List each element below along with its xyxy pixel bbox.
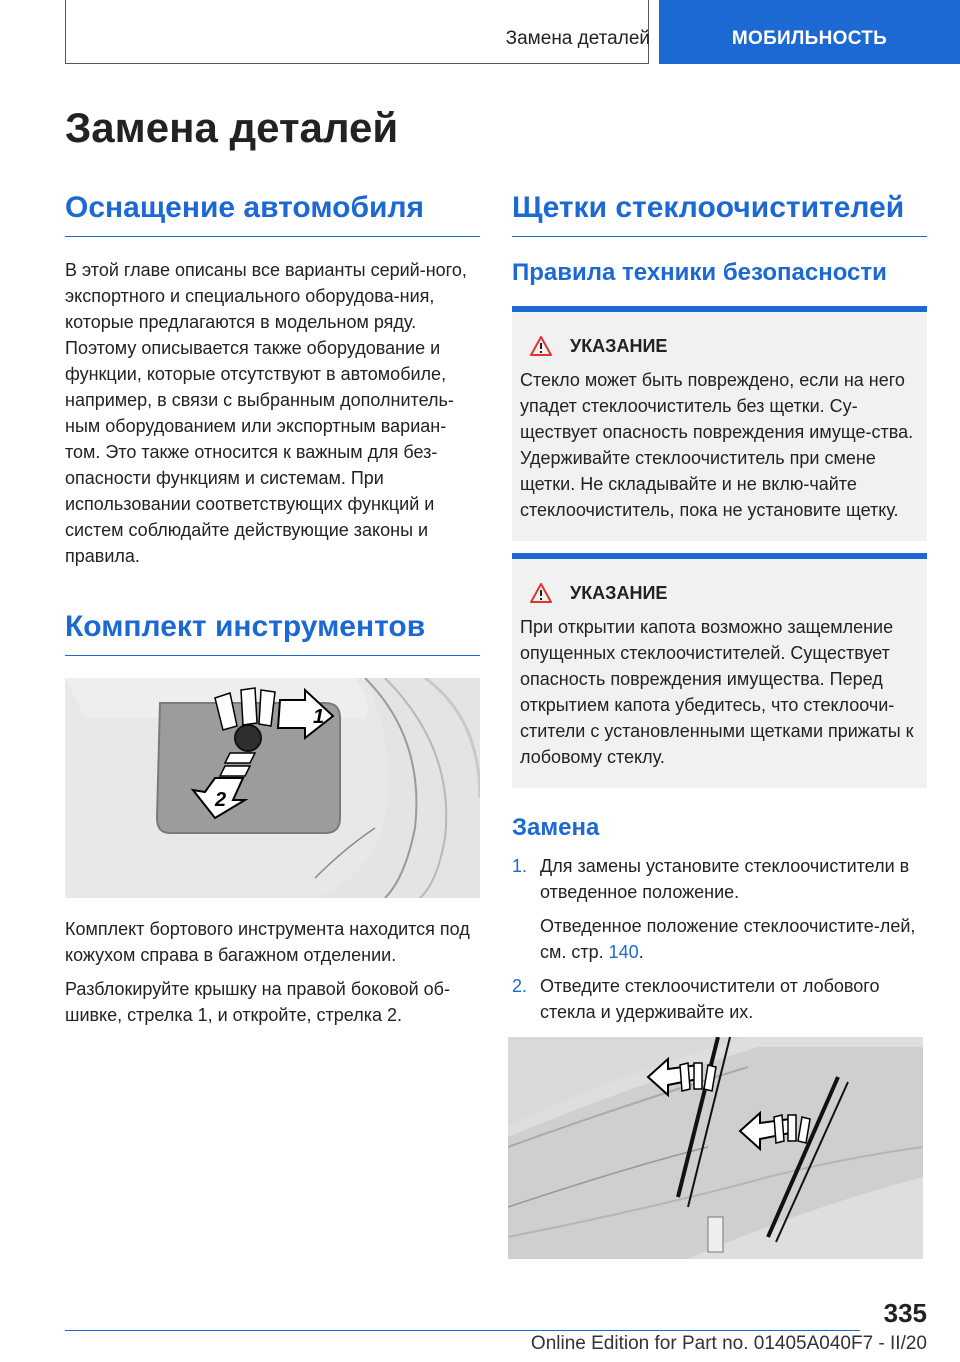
step-subtext-after: . [638, 941, 644, 962]
step-number: 2. [512, 975, 528, 996]
step-subtext-before: Отведенное положение стеклоочистите-лей, см. стр. [540, 915, 916, 962]
header-section-title: Замена деталей [505, 28, 650, 49]
list-item [512, 973, 927, 1025]
left-column [65, 190, 480, 1028]
footer-divider [65, 1330, 860, 1331]
warning-triangle-icon [530, 336, 552, 356]
trunk-panel-drawing [65, 678, 480, 898]
step-text: Отведите стеклоочистители от лобового стекла и удерживайте их. [540, 975, 880, 1022]
trunk-toolkit-illustration [65, 678, 480, 898]
notice-box [512, 306, 927, 541]
replace-steps [512, 853, 927, 1025]
warning-triangle-icon [530, 583, 552, 603]
notice-title: УКАЗАНИЕ [570, 582, 668, 603]
equipment-heading: Оснащение автомобиля [65, 190, 480, 237]
toolkit-unlock-text: Разблокируйте крышку на правой боковой об-шивке, стрелка 1, и откройте, стрелка 2. [65, 979, 450, 1025]
windshield-wiper-illustration [508, 1037, 923, 1259]
wipers-heading: Щетки стеклоочистителей [512, 190, 927, 237]
toolkit-heading: Комплект инструментов [65, 609, 480, 656]
page-number: 335 [883, 1298, 927, 1328]
equipment-text: В этой главе описаны все варианты серий-ного, экспортного и специального оборудова-ния, которые предлагаются в модельном ряду. Поэтому описывается также оборудование и функции, которые отсутствуют в автомобиле, например, в связи с выбранным дополнитель-ным оборудованием или экспортным вариан-том. Это также относится к важным для без-опасности функциям и системам. При использовании соответствующих функций и систем соблюдайте действующие законы и правила. [65, 260, 467, 566]
step-subtext [540, 913, 927, 965]
right-column [512, 190, 927, 1259]
toolkit-location-text: Комплект бортового инструмента находится под кожухом справа в багажном отделении. [65, 919, 470, 965]
windshield-wiper-drawing [508, 1037, 923, 1259]
notice-text: При открытии капота возможно защемление опущенных стеклоочистителей. Существует опасность повреждения имущества. Перед открытием капота убедитесь, что стеклоочи-стители с установленными щетками прижаты к лобовому стеклу. [520, 616, 914, 767]
replace-heading: Замена [512, 813, 600, 841]
header-chapter-tab[interactable]: МОБИЛЬНОСТЬ [659, 0, 960, 64]
notice-title-row [520, 336, 919, 357]
footer-edition-text: Online Edition for Part no. 01405A040F7 - II/20 [530, 1333, 927, 1354]
arrow-label-1: 1 [313, 706, 325, 728]
step-text: Для замены установите стеклоочистители в отведенное положение. [540, 855, 910, 902]
page-reference-link[interactable]: 140 [608, 941, 639, 962]
step-number: 1. [512, 855, 528, 876]
safety-heading: Правила техники безопасности [512, 259, 887, 286]
notice-text: Стекло может быть повреждено, если на него упадет стеклоочиститель без щетки. Су-ществует опасность повреждения имуще-ства. Удерживайте стеклоочиститель при смене щетки. Не складывайте и не вклю-чайте стеклоочиститель, пока не установите щетку. [520, 369, 914, 520]
arrow-label-2: 2 [215, 789, 227, 811]
notice-title-row [520, 583, 919, 604]
notice-box [512, 553, 927, 788]
list-item [512, 853, 927, 965]
page-title: Замена деталей [65, 104, 399, 151]
notice-title: УКАЗАНИЕ [570, 335, 668, 356]
